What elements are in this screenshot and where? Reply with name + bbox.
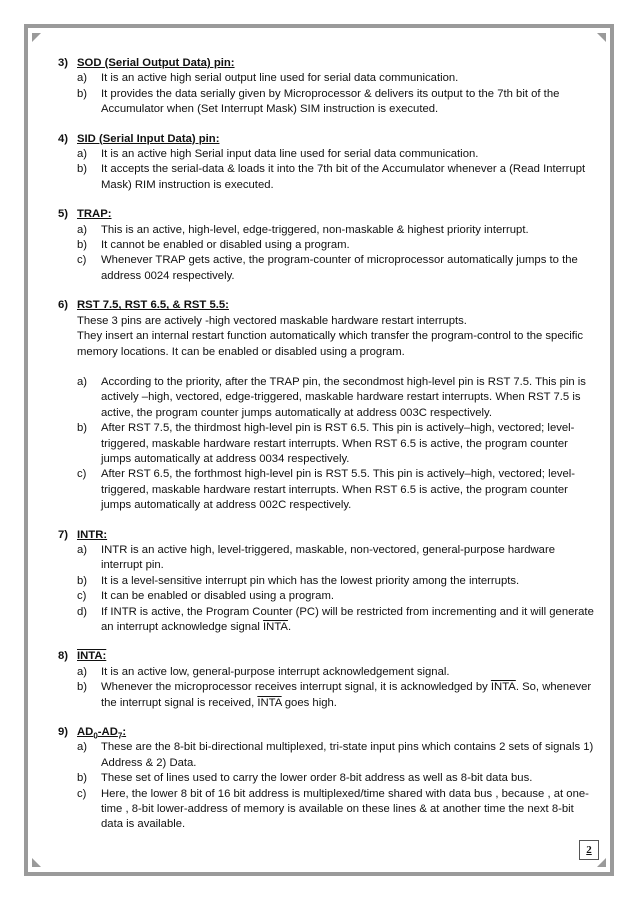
- item-text: According to the priority, after the TRAP pin, the secondmost high-level pin is RST 7.5. This pin is actively –high, vectored, edge-triggered, maskable hardware restart interrupts. When RST 7.5 is active, the program counter jumps automatically at address 003C respectively.: [101, 375, 586, 419]
- item-text: It can be enabled or disabled using a program.: [101, 590, 334, 603]
- page-border-bottom: [24, 872, 614, 876]
- section-rst: [58, 298, 598, 513]
- item-text: It cannot be enabled or disabled using a program.: [101, 239, 350, 252]
- list-item: [58, 87, 598, 118]
- list-item: [58, 421, 598, 467]
- list-item: [58, 467, 598, 513]
- item-text: These are the 8-bit bi-directional multiplexed, tri-state input pins which contains 2 sets of signals 1) Address & 2) Data.: [101, 741, 594, 769]
- section-number: 3): [58, 57, 69, 69]
- item-list: [58, 147, 598, 193]
- item-marker: a): [77, 543, 88, 556]
- section-intr: [58, 528, 598, 636]
- item-text-part: If INTR is active, the Program Counter (PC) will be restricted from incrementing and it will generate an interrupt acknowledge signal: [101, 605, 594, 633]
- item-text: After RST 6.5, the forthmost high-level pin is RST 5.5. This pin is actively–high, vectored; level-triggered, maskable hardware restart interrupts. When RST 6.5 is active, the program counter jumps automatically at address 002C respectively.: [101, 468, 576, 512]
- paragraph-spacer: [58, 360, 598, 375]
- list-item: [58, 543, 598, 574]
- item-marker: a): [77, 375, 88, 388]
- document-body: [58, 56, 598, 847]
- item-text: It is a level-sensitive interrupt pin which has the lowest priority among the interrupts.: [101, 574, 520, 587]
- corner-ornament-bottom-left: [32, 858, 41, 867]
- item-text-part: goes high.: [281, 696, 337, 709]
- item-marker: c): [77, 254, 87, 267]
- item-marker: a): [77, 741, 88, 754]
- item-marker: b): [77, 239, 88, 252]
- list-item: [58, 574, 598, 589]
- item-text: It accepts the serial-data & loads it into the 7th bit of the Accumulator whenever a (Read Interrupt Mask) RIM instruction is executed.: [101, 163, 586, 191]
- title-part: -AD: [97, 726, 118, 739]
- section-intro-paragraph: They insert an internal restart function automatically which transfer the program-control to the specific memory locations. It can be enabled or disabled using a program.: [77, 330, 584, 358]
- list-item: [58, 238, 598, 253]
- section-title: TRAP:: [77, 208, 112, 221]
- item-marker: b): [77, 574, 88, 587]
- item-marker: d): [77, 605, 88, 618]
- item-text: It is an active high Serial input data line used for serial data communication.: [101, 148, 479, 161]
- page-border-right: [610, 24, 614, 876]
- title-subscript: 0: [93, 731, 98, 741]
- item-text: After RST 7.5, the thirdmost high-level pin is RST 6.5. This pin is actively–high, vectored; level-triggered, maskable hardware restart interrupts. When RST 6.5 is active, the program counter jumps automatically at address 0034 respectively.: [101, 422, 575, 465]
- item-marker: a): [77, 148, 88, 161]
- item-marker: a): [77, 72, 88, 85]
- section-heading: [58, 298, 598, 313]
- section-number: 6): [58, 299, 69, 312]
- list-item: [58, 787, 598, 833]
- item-list: [58, 375, 598, 514]
- section-number: 7): [58, 528, 69, 541]
- section-heading: [58, 649, 598, 664]
- item-text: It is an active high serial output line used for serial data communication.: [101, 72, 459, 85]
- page-border-top: [24, 24, 614, 28]
- item-marker: b): [77, 681, 88, 694]
- item-marker: a): [77, 665, 88, 678]
- item-list: [58, 543, 598, 635]
- item-marker: b): [77, 87, 88, 100]
- item-text: Whenever TRAP gets active, the program-counter of microprocessor automatically jumps to the address 0024 respectively.: [101, 254, 578, 282]
- section-inta: [58, 649, 598, 711]
- list-item: [58, 771, 598, 786]
- page-border-left: [24, 24, 28, 876]
- section-heading: [58, 56, 598, 71]
- section-sod: [58, 56, 598, 118]
- section-heading: [58, 528, 598, 543]
- item-marker: c): [77, 468, 87, 481]
- item-marker: c): [77, 590, 87, 603]
- list-item: [58, 147, 598, 162]
- item-list: [58, 665, 598, 711]
- list-item: [58, 589, 598, 604]
- item-marker: a): [77, 223, 88, 236]
- item-text: These set of lines used to carry the lower order 8-bit address as well as 8-bit data bus.: [101, 772, 533, 785]
- list-item: [58, 665, 598, 680]
- list-item: [58, 605, 598, 636]
- item-marker: c): [77, 787, 87, 800]
- section-trap: [58, 207, 598, 284]
- item-text: [101, 605, 598, 636]
- item-list: [58, 223, 598, 285]
- inta-signal: INTA: [257, 696, 282, 709]
- item-text: It is an active low, general-purpose interrupt acknowledgement signal.: [101, 665, 450, 678]
- section-title: INTR:: [77, 528, 108, 541]
- section-number: 8): [58, 650, 69, 663]
- inta-signal: INTA: [263, 621, 288, 633]
- section-title: SOD (Serial Output Data) pin:: [77, 57, 235, 69]
- item-text: [101, 680, 598, 711]
- section-heading: [58, 725, 598, 740]
- list-item: [58, 680, 598, 711]
- inta-signal: INTA: [490, 681, 516, 694]
- section-heading: [58, 207, 598, 222]
- section-title: RST 7.5, RST 6.5, & RST 5.5:: [77, 299, 229, 312]
- section-title: SID (Serial Input Data) pin:: [77, 132, 220, 145]
- title-part: :: [122, 726, 127, 739]
- item-text: It provides the data serially given by Microprocessor & delivers its output to the 7th bit of the Accumulator when (Set Interrupt Mask) SIM instruction is executed.: [101, 87, 560, 116]
- list-item: [58, 162, 598, 193]
- item-text-part: . So, whenever the interrupt signal is received,: [101, 681, 592, 709]
- list-item: [58, 740, 598, 771]
- page-number: 2: [579, 840, 599, 860]
- list-item: [58, 253, 598, 284]
- corner-ornament-top-right: [597, 33, 606, 42]
- section-sid: [58, 132, 598, 194]
- title-subscript: 7: [117, 731, 123, 741]
- section-number: 9): [58, 726, 69, 739]
- section-number: 5): [58, 208, 69, 221]
- item-marker: b): [77, 772, 88, 785]
- corner-ornament-top-left: [32, 33, 41, 42]
- title-part: AD: [77, 726, 94, 739]
- item-text-part: .: [287, 621, 292, 633]
- item-list: [58, 71, 598, 117]
- section-number: 4): [58, 132, 69, 145]
- section-title: INTA:: [77, 650, 107, 663]
- item-text: This is an active, high-level, edge-triggered, non-maskable & highest priority interrupt.: [101, 223, 529, 236]
- list-item: [58, 375, 598, 421]
- list-item: [58, 223, 598, 238]
- section-ad0-ad7: [58, 725, 598, 833]
- section-heading: [58, 132, 598, 147]
- item-marker: b): [77, 422, 88, 435]
- item-list: [58, 740, 598, 832]
- item-text: INTR is an active high, level-triggered, maskable, non-vectored, general-purpose hardware interrupt pin.: [101, 543, 555, 572]
- item-marker: b): [77, 163, 88, 176]
- item-text: Here, the lower 8 bit of 16 bit address is multiplexed/time shared with data bus , because , at one-time , 8-bit lower-address of memory is available on these lines & at another time the next 8-bit data is available.: [101, 787, 589, 831]
- list-item: [58, 71, 598, 86]
- section-title: [77, 725, 126, 740]
- section-intro-paragraph: These 3 pins are actively -high vectored maskable hardware restart interrupts.: [77, 314, 467, 327]
- item-text-part: Whenever the microprocessor receives interrupt signal, it is acknowledged by: [101, 681, 491, 694]
